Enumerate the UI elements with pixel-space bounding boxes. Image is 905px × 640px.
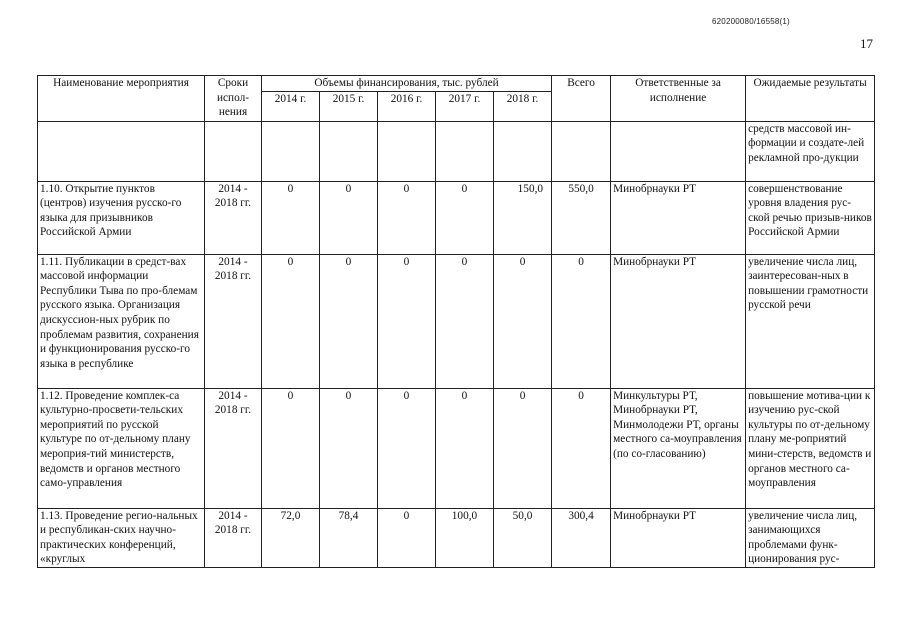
cell-results: средств массовой ин-формации и создате-лей рекламной про-дукции [746,121,875,181]
cell-total: 0 [552,388,611,508]
cell-year: 0 [378,388,436,508]
cell-terms: 2014 - 2018 гг. [205,181,262,254]
header-responsible: Ответственные за исполнение [611,76,746,122]
cell-year: 0 [436,181,494,254]
cell-total: 300,4 [552,508,611,567]
cell-responsible: Минобрнауки РТ [611,181,746,254]
cell-total: 550,0 [552,181,611,254]
cell-terms: 2014 - 2018 гг. [205,508,262,567]
cell-name: 1.10. Открытие пунктов (центров) изучения русско-го языка для призывников Российской Армии [38,181,205,254]
cell-results: совершенствование уровня владения рус-ской речью призыв-ников Российской Армии [746,181,875,254]
document-id: 620200080/16558(1) [712,17,790,26]
cell-name: 1.13. Проведение регио-нальных и республикан-ских научно-практических конференций, «круглых [38,508,205,567]
header-results: Ожидаемые результаты [746,76,875,122]
header-row-1 [38,76,875,92]
cell-results: увеличение числа лиц, занимающихся проблемами функ-ционирования рус- [746,508,875,567]
page-number: 17 [860,36,873,51]
cell-responsible: Минобрнауки РТ [611,508,746,567]
continuation-row [38,121,875,181]
cell-responsible: Минобрнауки РТ [611,254,746,388]
cell-terms: 2014 - 2018 гг. [205,388,262,508]
cell-year: 0 [436,254,494,388]
cell-year: 100,0 [436,508,494,567]
cell-year: 0 [378,508,436,567]
cell-year: 78,4 [320,508,378,567]
header-year: 2014 г. [262,91,320,121]
cell-name: 1.11. Публикации в средст-вах массовой информации Республики Тыва по про-блемам русского языка. Организация дискуссион-ных рубрик по проблемам развития, сохранения и функционирования русско-го языка в республике [38,254,205,388]
table-row [38,388,875,508]
cell-terms: 2014 - 2018 гг. [205,254,262,388]
cell-year: 150,0 [494,181,552,254]
cell-year: 0 [320,388,378,508]
cell-total: 0 [552,254,611,388]
header-name: Наименование мероприятия [38,76,205,122]
cell-year: 0 [378,181,436,254]
cell-name: 1.12. Проведение комплек-са культурно-просвети-тельских мероприятий по русской культуре по от-дельному плану мероприя-тий министерств, ведомств и органов местного само-управления [38,388,205,508]
header-total: Всего [552,76,611,122]
program-table [37,75,875,568]
cell-year: 0 [262,181,320,254]
cell-responsible: Минкультуры РТ, Минобрнауки РТ, Минмолодежи РТ, органы местного са-моуправления (по со-гласованию) [611,388,746,508]
header-year: 2015 г. [320,91,378,121]
table-row [38,254,875,388]
cell-results: увеличение числа лиц, заинтересован-ных в повышении грамотности русской речи [746,254,875,388]
cell-year: 0 [320,181,378,254]
cell-year: 0 [262,388,320,508]
table-row [38,181,875,254]
cell-year: 50,0 [494,508,552,567]
cell-year: 0 [378,254,436,388]
cell-results: повышение мотива-ции к изучению рус-ской культуры по от-дельному плану ме-роприятий мини-стерств, ведомств и органов местного са-моуправления [746,388,875,508]
header-year: 2016 г. [378,91,436,121]
header-year: 2017 г. [436,91,494,121]
table-row [38,508,875,567]
cell-year: 0 [494,254,552,388]
cell-year: 0 [494,388,552,508]
cell-year: 0 [320,254,378,388]
header-funding: Объемы финансирования, тыс. рублей [262,76,552,92]
cell-year: 72,0 [262,508,320,567]
header-terms: Сроки испол-нения [205,76,262,122]
cell-year: 0 [262,254,320,388]
cell-year: 0 [436,388,494,508]
header-year: 2018 г. [494,91,552,121]
